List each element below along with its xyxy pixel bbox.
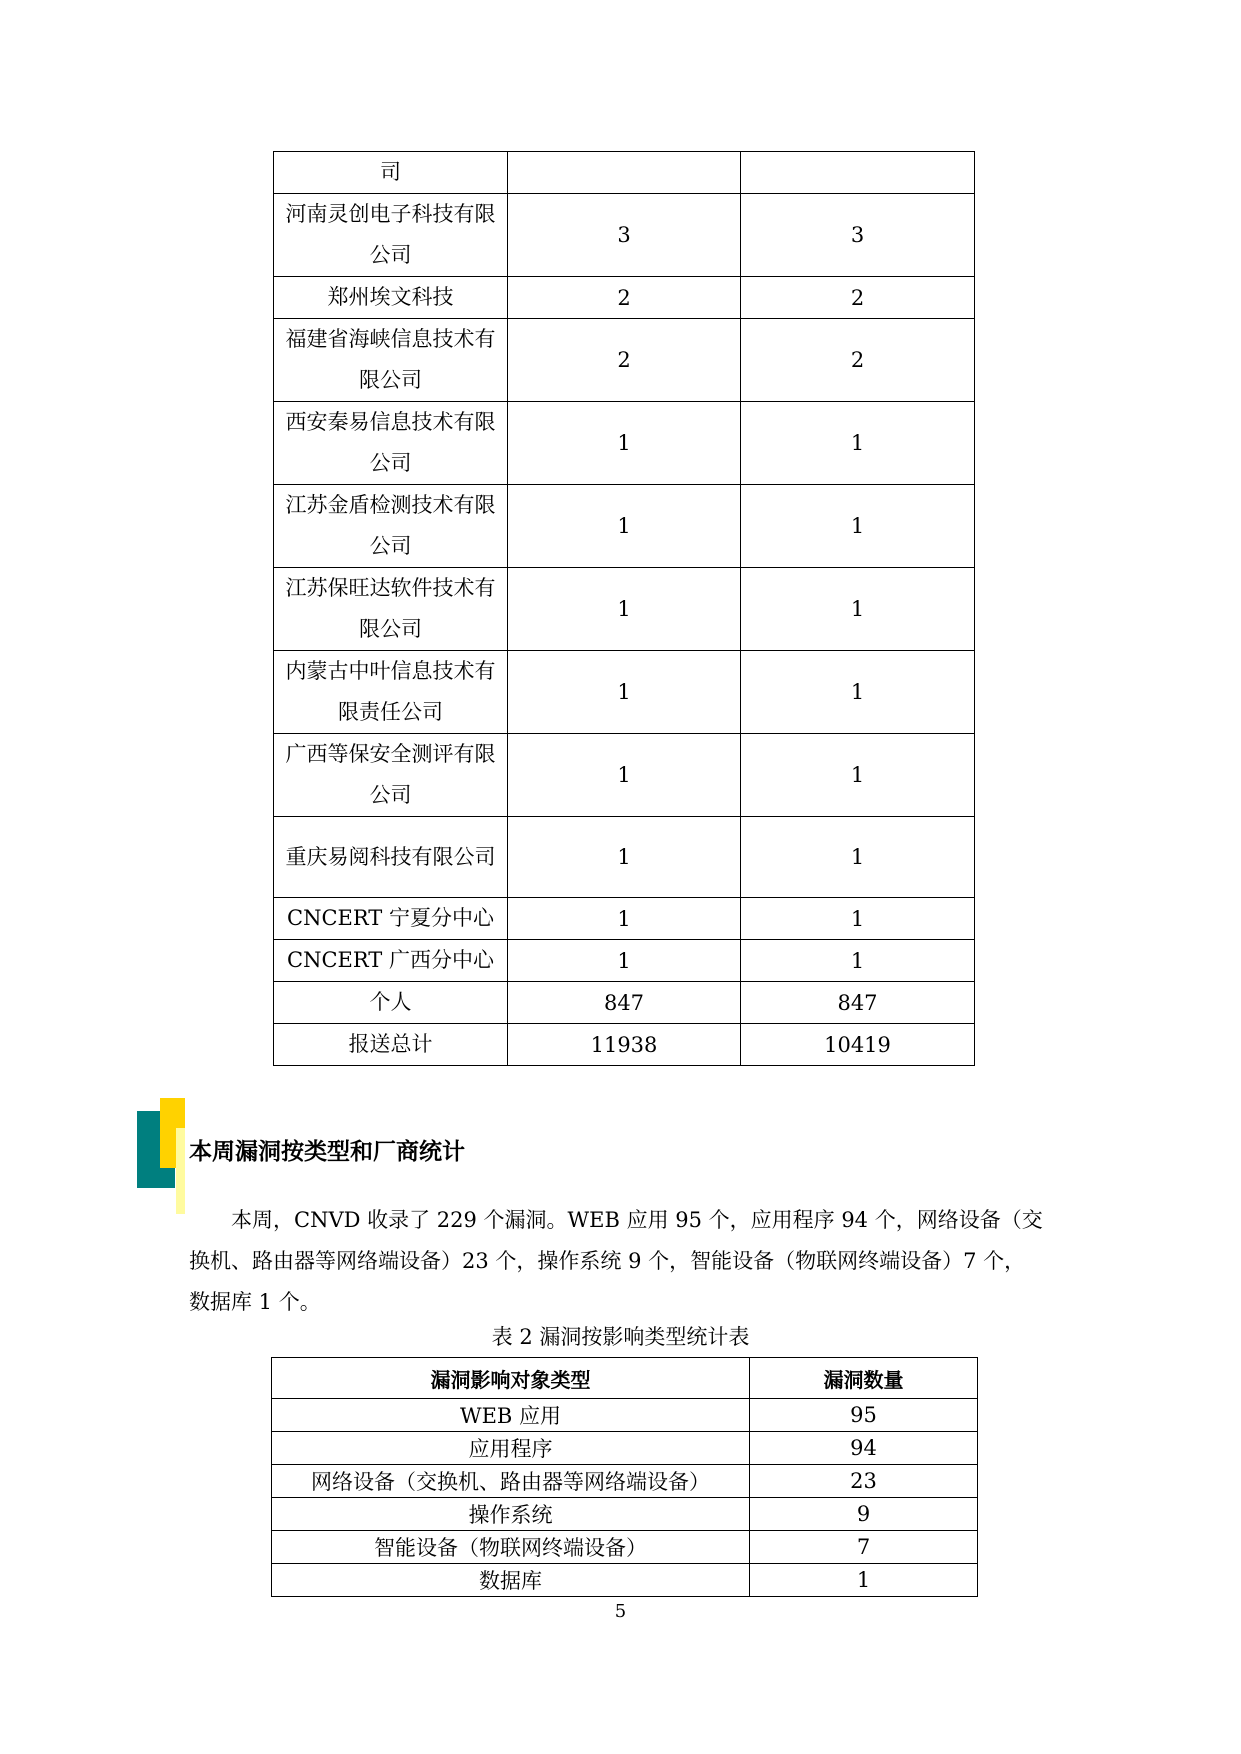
table-row: [274, 485, 975, 568]
vendor-submission-table: [273, 151, 975, 1066]
heading-decoration-pale-bar: [176, 1128, 185, 1214]
table-row: [274, 940, 975, 982]
accepted-count-cell: 10419: [741, 1024, 975, 1066]
vendor-name-cell: CNCERT 广西分中心: [274, 940, 508, 982]
vendor-name-cell: 司: [274, 152, 508, 194]
table-row: [274, 277, 975, 319]
vendor-name-cell: 江苏保旺达软件技术有限公司: [274, 568, 508, 651]
type-cell: WEB 应用: [272, 1399, 750, 1432]
table-row: [274, 568, 975, 651]
accepted-count-cell: 1: [741, 940, 975, 982]
table-row: [272, 1432, 978, 1465]
submitted-count-cell: [508, 152, 741, 194]
vendor-name-cell: CNCERT 宁夏分中心: [274, 898, 508, 940]
submitted-count-cell: 1: [508, 940, 741, 982]
table-row: [272, 1564, 978, 1597]
table-row: [272, 1465, 978, 1498]
type-cell: 智能设备（物联网终端设备）: [272, 1531, 750, 1564]
paragraph-line: 换机、路由器等网络端设备）23 个，操作系统 9 个，智能设备（物联网终端设备）7 个，: [189, 1249, 1026, 1273]
vendor-name-cell: 报送总计: [274, 1024, 508, 1066]
submitted-count-cell: 1: [508, 734, 741, 817]
submitted-count-cell: 847: [508, 982, 741, 1024]
count-cell: 95: [750, 1399, 978, 1432]
count-cell: 94: [750, 1432, 978, 1465]
submitted-count-cell: 3: [508, 194, 741, 277]
accepted-count-cell: 1: [741, 898, 975, 940]
vulnerability-type-table: [271, 1357, 978, 1597]
vendor-name-cell: 内蒙古中叶信息技术有限责任公司: [274, 651, 508, 734]
table-row: [274, 898, 975, 940]
vendor-name-cell: 重庆易阅科技有限公司: [274, 817, 508, 898]
table-caption: 表 2 漏洞按影响类型统计表: [491, 1325, 750, 1349]
vendor-name-cell: 个人: [274, 982, 508, 1024]
count-cell: 7: [750, 1531, 978, 1564]
accepted-count-cell: 1: [741, 734, 975, 817]
type-cell: 数据库: [272, 1564, 750, 1597]
vendor-name-cell: 广西等保安全测评有限公司: [274, 734, 508, 817]
vendor-name-cell: 江苏金盾检测技术有限公司: [274, 485, 508, 568]
table-row: [274, 152, 975, 194]
table-row: [274, 982, 975, 1024]
accepted-count-cell: 1: [741, 651, 975, 734]
submitted-count-cell: 1: [508, 402, 741, 485]
table-row: [272, 1498, 978, 1531]
vendor-name-cell: 郑州埃文科技: [274, 277, 508, 319]
accepted-count-cell: 1: [741, 485, 975, 568]
accepted-count-cell: 1: [741, 402, 975, 485]
table-row: [274, 319, 975, 402]
table-row: [274, 734, 975, 817]
type-cell: 操作系统: [272, 1498, 750, 1531]
table-row: [274, 817, 975, 898]
submitted-count-cell: 1: [508, 485, 741, 568]
table-row: [274, 402, 975, 485]
table-row: [274, 194, 975, 277]
vendor-name-cell: 河南灵创电子科技有限公司: [274, 194, 508, 277]
type-cell: 网络设备（交换机、路由器等网络端设备）: [272, 1465, 750, 1498]
count-cell: 1: [750, 1564, 978, 1597]
vendor-name-cell: 西安秦易信息技术有限公司: [274, 402, 508, 485]
submitted-count-cell: 11938: [508, 1024, 741, 1066]
submitted-count-cell: 1: [508, 651, 741, 734]
table-row: [274, 651, 975, 734]
column-header-type: 漏洞影响对象类型: [272, 1358, 750, 1399]
column-header-count: 漏洞数量: [750, 1358, 978, 1399]
accepted-count-cell: 2: [741, 319, 975, 402]
vendor-name-cell: 福建省海峡信息技术有限公司: [274, 319, 508, 402]
table-header-row: [272, 1358, 978, 1399]
submitted-count-cell: 2: [508, 319, 741, 402]
accepted-count-cell: [741, 152, 975, 194]
accepted-count-cell: 1: [741, 568, 975, 651]
section-heading: 本周漏洞按类型和厂商统计: [189, 1139, 465, 1165]
count-cell: 23: [750, 1465, 978, 1498]
paragraph-line: 数据库 1 个。: [189, 1290, 321, 1314]
page-number: 5: [614, 1601, 627, 1622]
type-cell: 应用程序: [272, 1432, 750, 1465]
table-row: [272, 1531, 978, 1564]
submitted-count-cell: 1: [508, 898, 741, 940]
accepted-count-cell: 847: [741, 982, 975, 1024]
table-row: [272, 1399, 978, 1432]
paragraph-line: 本周，CNVD 收录了 229 个漏洞。WEB 应用 95 个，应用程序 94 个，网络设备（交: [231, 1208, 1043, 1232]
table-row: [274, 1024, 975, 1066]
accepted-count-cell: 2: [741, 277, 975, 319]
accepted-count-cell: 1: [741, 817, 975, 898]
submitted-count-cell: 1: [508, 817, 741, 898]
submitted-count-cell: 2: [508, 277, 741, 319]
count-cell: 9: [750, 1498, 978, 1531]
accepted-count-cell: 3: [741, 194, 975, 277]
submitted-count-cell: 1: [508, 568, 741, 651]
body-paragraph: [189, 1200, 1059, 1323]
